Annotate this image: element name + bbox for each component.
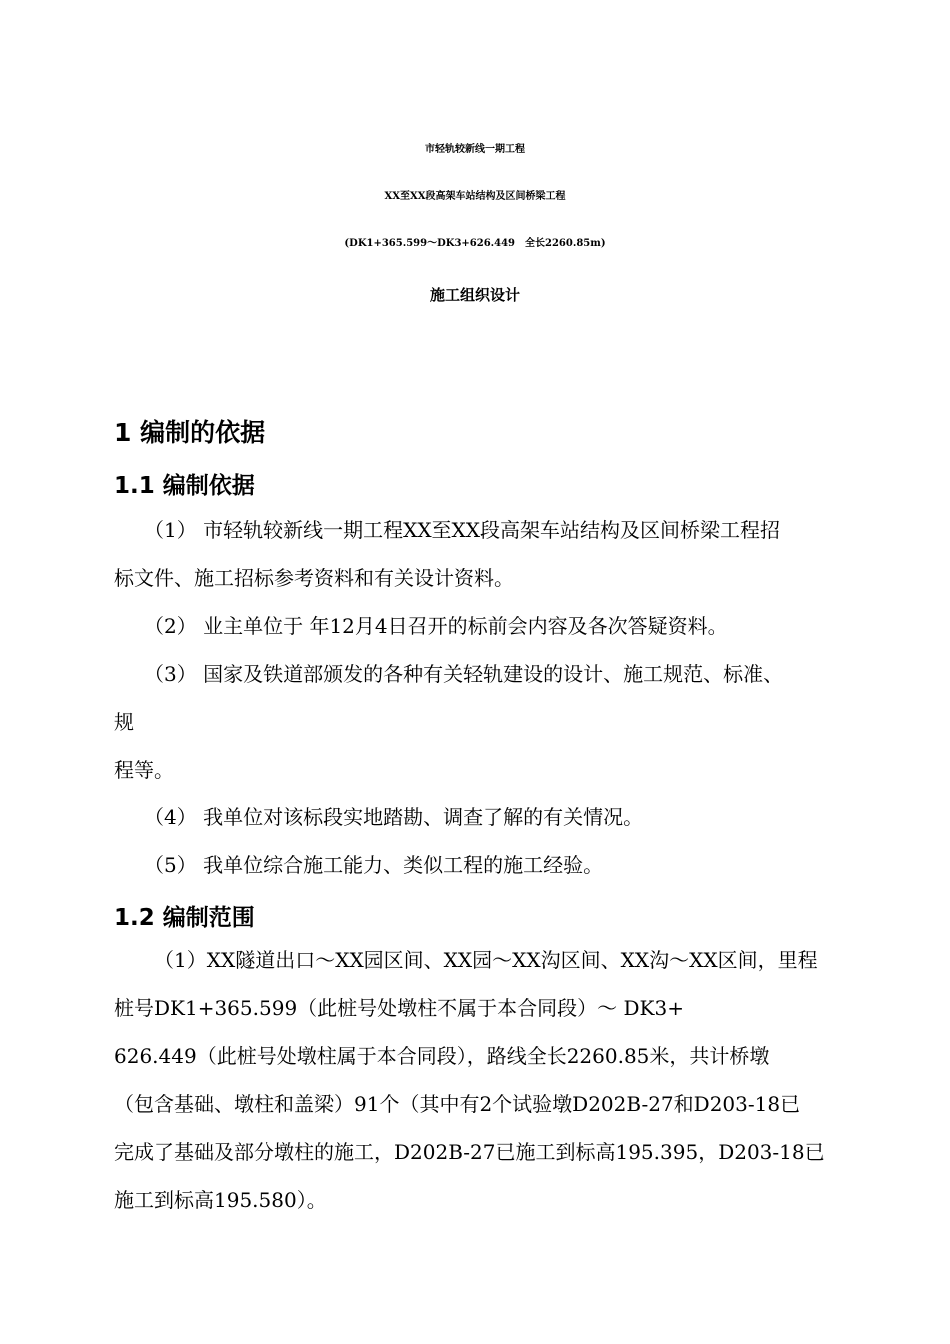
paragraph-line: 程等。 xyxy=(114,758,174,782)
title-block xyxy=(0,126,950,323)
project-subtitle: XX至XX段高架车站结构及区间桥梁工程 xyxy=(384,191,566,202)
paragraph-line: （3） 国家及铁道部颁发的各种有关轻轨建设的设计、施工规范、标准、 xyxy=(144,662,784,686)
paragraph-line: （2） 业主单位于 年12月4日召开的标前会内容及各次答疑资料。 xyxy=(144,614,728,638)
section-heading-1: 1 编制的依据 xyxy=(114,418,266,447)
paragraph-line: （包含基础、墩柱和盖梁）91个（其中有2个试验墩D202B-27和D203-18已 xyxy=(114,1092,801,1116)
paragraph-line: （1） 市轻轨较新线一期工程XX至XX段高架车站结构及区间桥梁工程招 xyxy=(144,518,781,542)
paragraph-line: 完成了基础及部分墩柱的施工，D202B-27已施工到标高195.395，D203-18已 xyxy=(114,1140,825,1164)
paragraph-line: （1）XX隧道出口～XX园区间、XX园～XX沟区间、XX沟～XX区间，里程 xyxy=(154,948,818,972)
paragraph-line: （4） 我单位对该标段实地踏勘、调查了解的有关情况。 xyxy=(144,805,644,829)
project-title: 市轻轨较新线一期工程 xyxy=(425,144,525,155)
section-heading-1-1: 1.1 编制依据 xyxy=(114,473,255,499)
paragraph-line: 规 xyxy=(114,710,134,734)
paragraph-line: 626.449（此桩号处墩柱属于本合同段），路线全长2260.85米，共计桥墩 xyxy=(114,1044,770,1068)
section-heading-1-2: 1.2 编制范围 xyxy=(114,905,255,931)
paragraph-line: （5） 我单位综合施工能力、类似工程的施工经验。 xyxy=(144,853,604,877)
document-title: 施工组织设计 xyxy=(429,286,520,304)
project-range: (DK1+365.599～DK3+626.449 全长2260.85m) xyxy=(344,238,606,249)
paragraph-line: 施工到标高195.580）。 xyxy=(114,1188,327,1212)
paragraph-line: 桩号DK1+365.599（此桩号处墩柱不属于本合同段）～ DK3+ xyxy=(114,996,684,1020)
paragraph-line: 标文件、施工招标参考资料和有关设计资料。 xyxy=(114,566,514,590)
